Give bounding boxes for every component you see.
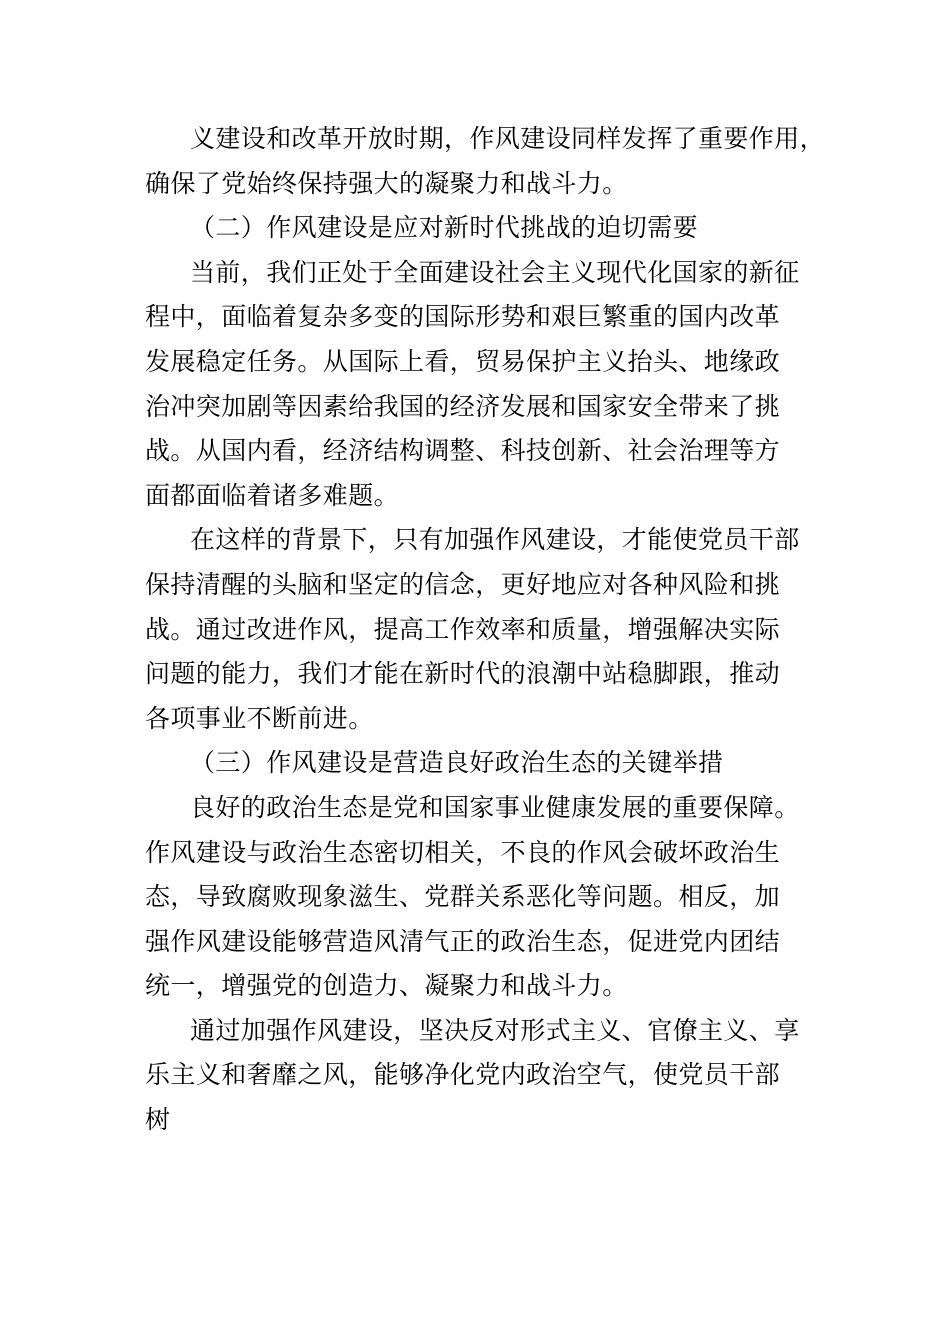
paragraph-current-challenges xyxy=(145,251,825,519)
text-line: 当前，我们正处于全面建设社会主义现代化国家的新征 xyxy=(190,257,800,287)
paragraph-continuation xyxy=(145,117,825,206)
section-heading-3 xyxy=(145,741,825,786)
text-line: 确保了党始终保持强大的凝聚力和战斗力。 xyxy=(145,168,628,198)
text-line: 程中，面临着复杂多变的国际形势和艰巨繁重的国内改革 xyxy=(145,302,781,332)
text-line: 战。通过改进作风，提高工作效率和质量，增强解决实际 xyxy=(145,614,781,644)
text-line: 良好的政治生态是党和国家事业健康发展的重要保障。 xyxy=(190,792,800,822)
text-line: 问题的能力，我们才能在新时代的浪潮中站稳脚跟，推动 xyxy=(145,659,781,689)
text-line: 统一，增强党的创造力、凝聚力和战斗力。 xyxy=(145,971,628,1001)
text-line: 乐主义和奢靡之风，能够净化党内政治空气，使党员干部 xyxy=(145,1060,781,1090)
text-line: 保持清醒的头脑和坚定的信念，更好地应对各种风险和挑 xyxy=(145,569,781,599)
text-line: 各项事业不断前进。 xyxy=(145,703,374,733)
heading-text: （二）作风建设是应对新时代挑战的迫切需要 xyxy=(190,213,699,243)
text-line: 通过加强作风建设，坚决反对形式主义、官僚主义、享 xyxy=(190,1015,800,1045)
heading-text: （三）作风建设是营造良好政治生态的关键举措 xyxy=(190,748,724,778)
document-page xyxy=(145,117,825,1143)
text-line: 强作风建设能够营造风清气正的政治生态，促进党内团结 xyxy=(145,926,781,956)
paragraph-background xyxy=(145,518,825,741)
section-heading-2 xyxy=(145,206,825,251)
paragraph-political-ecology xyxy=(145,786,825,1009)
text-line: 在这样的背景下，只有加强作风建设，才能使党员干部 xyxy=(190,525,800,555)
text-line: 战。从国内看，经济结构调整、科技创新、社会治理等方 xyxy=(145,436,781,466)
text-line: 树 xyxy=(145,1105,171,1135)
text-line: 治冲突加剧等因素给我国的经济发展和国家安全带来了挑 xyxy=(145,391,781,421)
text-line: 义建设和改革开放时期，作风建设同样发挥了重要作用， xyxy=(190,124,826,153)
text-line: 面都面临着诸多难题。 xyxy=(145,480,400,510)
text-line: 作风建设与政治生态密切相关，不良的作风会破坏政治生 xyxy=(145,837,781,867)
text-line: 态，导致腐败现象滋生、党群关系恶化等问题。相反，加 xyxy=(145,882,781,912)
text-line: 发展稳定任务。从国际上看，贸易保护主义抬头、地缘政 xyxy=(145,346,781,376)
paragraph-strengthening xyxy=(145,1009,825,1143)
